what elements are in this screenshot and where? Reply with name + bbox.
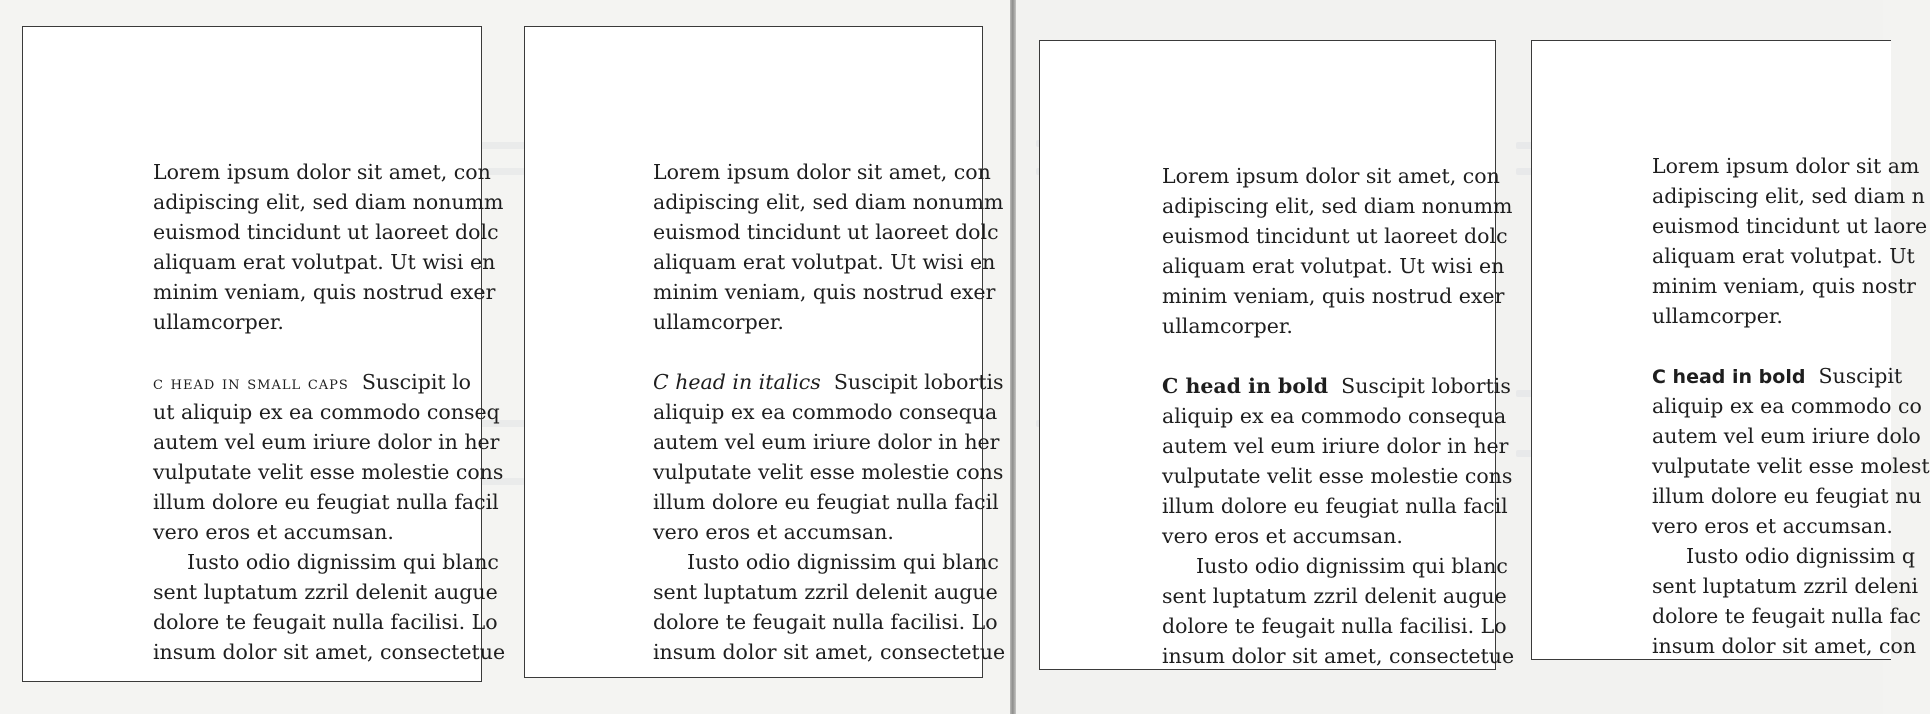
body-line: dolore te feugait nulla facilisi. Lo — [153, 610, 498, 634]
body-line: ullamcorper. — [1652, 304, 1783, 328]
body-line: aliquip ex ea commodo consequa — [1162, 404, 1507, 428]
body-line: euismod tincidunt ut laoreet dolc — [153, 220, 499, 244]
c-head-bold-sans: C head in bold — [1652, 366, 1806, 388]
body-line: insum dolor sit amet, consectetue — [1162, 644, 1515, 668]
body-line: illum dolore eu feugiat nulla facil — [153, 490, 499, 514]
body-line: adipiscing elit, sed diam nonumm — [653, 190, 1004, 214]
body-line: adipiscing elit, sed diam nonumm — [1162, 194, 1513, 218]
body-line: Iusto odio dignissim q — [1686, 544, 1916, 568]
body-line: ullamcorper. — [153, 310, 284, 334]
body-line: dolore te feugait nulla facilisi. Lo — [653, 610, 998, 634]
body-line: dolore te feugait nulla fac — [1652, 604, 1921, 628]
body-line: euismod tincidunt ut laoreet dolc — [653, 220, 999, 244]
body-line: Iusto odio dignissim qui blanc — [687, 550, 999, 574]
c-head-line — [653, 367, 1005, 397]
c-head-italic: C head in italics — [653, 370, 821, 394]
body-line: minim veniam, quis nostrud exer — [1162, 284, 1505, 308]
body-line: autem vel eum iriure dolor in her — [1162, 434, 1509, 458]
head-run-in-text: Suscipit lobortis — [833, 370, 1004, 394]
body-line: sent luptatum zzril delenit augue — [653, 580, 998, 604]
body-line: Iusto odio dignissim qui blanc — [187, 550, 499, 574]
page-frame-italics — [524, 26, 1006, 678]
head-run-in-text: Suscipit lo — [361, 370, 472, 394]
body-line: sent luptatum zzril delenit augue — [1162, 584, 1507, 608]
body-line: insum dolor sit amet, con — [1652, 634, 1917, 658]
text-block-smallcaps — [153, 157, 505, 667]
body-line: vero eros et accumsan. — [1652, 514, 1893, 538]
c-head-line — [1652, 361, 1930, 391]
body-line: vero eros et accumsan. — [1162, 524, 1403, 548]
body-line: autem vel eum iriure dolor in her — [653, 430, 1000, 454]
body-line: aliquip ex ea commodo consequa — [653, 400, 998, 424]
body-line: ullamcorper. — [1162, 314, 1293, 338]
body-line: minim veniam, quis nostrud exer — [653, 280, 996, 304]
body-line: sent luptatum zzril deleni — [1652, 574, 1919, 598]
body-line: vero eros et accumsan. — [153, 520, 394, 544]
body-line: vulputate velit esse molestie cons — [653, 460, 1004, 484]
body-line: vulputate velit esse molestie cons — [1162, 464, 1513, 488]
text-block-bold-sans — [1652, 151, 1930, 661]
page-frame-bold-serif — [1039, 40, 1515, 670]
body-line: Iusto odio dignissim qui blanc — [1196, 554, 1508, 578]
body-line: ut aliquip ex ea commodo conseq — [153, 400, 500, 424]
text-block-italics — [653, 157, 1005, 667]
body-line: vulputate velit esse molest — [1652, 454, 1930, 478]
body-line: vero eros et accumsan. — [653, 520, 894, 544]
head-run-in-text: Suscipit lobortis — [1341, 374, 1511, 398]
body-line: vulputate velit esse molestie cons — [153, 460, 504, 484]
c-head-line — [1162, 371, 1514, 401]
body-line: adipiscing elit, sed diam nonumm — [153, 190, 504, 214]
body-line: adipiscing elit, sed diam n — [1652, 184, 1925, 208]
text-block-bold-serif — [1162, 161, 1514, 671]
body-line: autem vel eum iriure dolor in her — [153, 430, 500, 454]
body-line: insum dolor sit amet, consectetue — [153, 640, 506, 664]
body-line: aliquam erat volutpat. Ut — [1652, 244, 1915, 268]
body-line: autem vel eum iriure dolo — [1652, 424, 1921, 448]
body-line: illum dolore eu feugiat nu — [1652, 484, 1922, 508]
body-line: ullamcorper. — [653, 310, 784, 334]
body-line: insum dolor sit amet, consectetue — [653, 640, 1006, 664]
body-line: aliquam erat volutpat. Ut wisi en — [153, 250, 496, 274]
body-line: sent luptatum zzril delenit augue — [153, 580, 498, 604]
body-line: minim veniam, quis nostr — [1652, 274, 1916, 298]
body-line: dolore te feugait nulla facilisi. Lo — [1162, 614, 1507, 638]
body-line: euismod tincidunt ut laoreet dolc — [1162, 224, 1508, 248]
body-line: minim veniam, quis nostrud exer — [153, 280, 496, 304]
body-line: Lorem ipsum dolor sit amet, con — [653, 160, 991, 184]
c-head-smallcaps: c head in small caps — [153, 373, 349, 394]
right-spread — [1016, 0, 1930, 714]
body-line: aliquip ex ea commodo co — [1652, 394, 1922, 418]
c-head-bold-serif: C head in bold — [1162, 374, 1329, 398]
page-frame-bold-sans — [1531, 40, 1930, 660]
head-run-in-text: Suscipit — [1818, 364, 1903, 388]
body-line: Lorem ipsum dolor sit am — [1652, 154, 1920, 178]
body-line: illum dolore eu feugiat nulla facil — [1162, 494, 1508, 518]
body-line: aliquam erat volutpat. Ut wisi en — [653, 250, 996, 274]
body-line: Lorem ipsum dolor sit amet, con — [153, 160, 491, 184]
body-line: Lorem ipsum dolor sit amet, con — [1162, 164, 1500, 188]
body-line: euismod tincidunt ut laore — [1652, 214, 1928, 238]
c-head-line — [153, 367, 505, 397]
page-frame-smallcaps — [22, 26, 506, 682]
body-line: aliquam erat volutpat. Ut wisi en — [1162, 254, 1505, 278]
body-line: illum dolore eu feugiat nulla facil — [653, 490, 999, 514]
